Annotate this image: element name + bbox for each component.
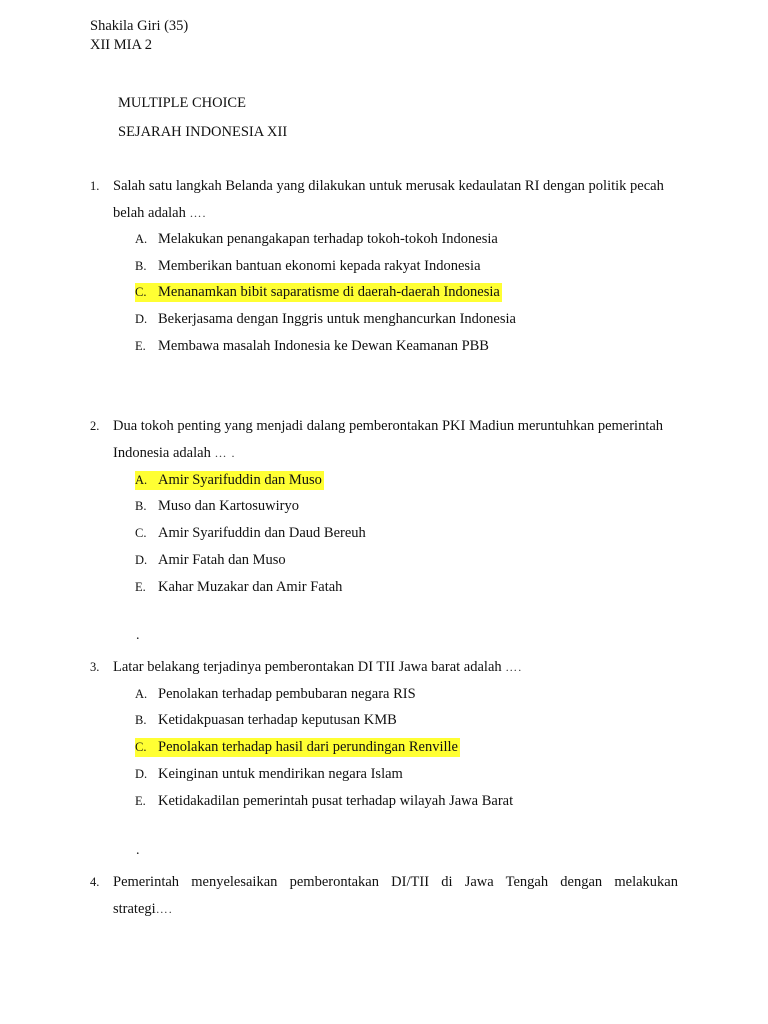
option-letter: D. bbox=[135, 767, 148, 781]
option-text: Memberikan bantuan ekonomi kepada rakyat Indonesia bbox=[158, 258, 481, 274]
answer-blank: …. bbox=[189, 205, 207, 220]
option-letter: E. bbox=[135, 794, 146, 808]
question-text bbox=[113, 413, 678, 466]
option-e bbox=[135, 337, 489, 356]
question-number: 2. bbox=[90, 419, 100, 433]
option-text: Penolakan terhadap pembubaran negara RIS bbox=[158, 686, 416, 702]
option-text: Ketidakpuasan terhadap keputusan KMB bbox=[158, 712, 397, 728]
option-text: Membawa masalah Indonesia ke Dewan Keamanan PBB bbox=[158, 338, 489, 354]
option-letter: D. bbox=[135, 312, 148, 326]
option-letter: D. bbox=[135, 553, 148, 567]
question-text bbox=[113, 173, 678, 226]
option-e bbox=[135, 578, 342, 597]
option-text: Amir Syarifuddin dan Muso bbox=[158, 472, 322, 488]
stray-mark: . bbox=[136, 628, 140, 643]
option-letter: A. bbox=[135, 232, 148, 246]
student-name: Shakila Giri (35) bbox=[90, 18, 189, 34]
question-text-line: Dua tokoh penting yang menjadi dalang pemberontakan PKI Madiun meruntuhkan pemerintah bbox=[113, 418, 664, 434]
answer-blank: …. bbox=[505, 660, 523, 674]
question-text-line: Indonesia adalah bbox=[113, 444, 211, 461]
option-letter: B. bbox=[135, 499, 147, 513]
student-class: XII MIA 2 bbox=[90, 37, 153, 53]
option-letter: E. bbox=[135, 339, 146, 353]
option-letter: A. bbox=[135, 473, 148, 487]
question-number: 1. bbox=[90, 179, 100, 193]
question-text-line: Salah satu langkah Belanda yang dilakukan untuk merusak kedaulatan RI dengan politik pecah bbox=[113, 178, 664, 194]
option-b bbox=[135, 497, 299, 516]
option-c-highlighted bbox=[135, 738, 460, 757]
option-text: Keinginan untuk mendirikan negara Islam bbox=[158, 766, 403, 782]
option-text: Amir Fatah dan Muso bbox=[158, 552, 286, 568]
stray-mark: . bbox=[136, 843, 140, 858]
question-text-line: Pemerintah menyelesaikan pemberontakan DI/TII di Jawa Tengah dengan melakukan bbox=[113, 874, 678, 890]
option-a bbox=[135, 685, 416, 704]
option-letter: B. bbox=[135, 713, 147, 727]
option-d bbox=[135, 765, 403, 784]
option-text: Amir Syarifuddin dan Daud Bereuh bbox=[158, 525, 366, 541]
option-text: Muso dan Kartosuwiryo bbox=[158, 498, 299, 514]
answer-blank: … . bbox=[214, 445, 236, 460]
option-d bbox=[135, 551, 286, 570]
option-text: Ketidakadilan pemerintah pusat terhadap wilayah Jawa Barat bbox=[158, 793, 514, 809]
option-letter: C. bbox=[135, 526, 147, 540]
option-letter: E. bbox=[135, 580, 146, 594]
option-text: Melakukan penangakapan terhadap tokoh-tokoh Indonesia bbox=[158, 231, 498, 247]
question-text-line: Latar belakang terjadinya pemberontakan DI TII Jawa barat adalah bbox=[113, 659, 502, 675]
option-text: Menanamkan bibit saparatisme di daerah-daerah Indonesia bbox=[158, 284, 500, 300]
question-text-line: belah adalah bbox=[113, 204, 186, 221]
option-a bbox=[135, 230, 498, 249]
option-d bbox=[135, 310, 516, 329]
option-text: Kahar Muzakar dan Amir Fatah bbox=[158, 579, 343, 595]
option-e bbox=[135, 792, 513, 811]
option-c-highlighted bbox=[135, 283, 502, 302]
option-b bbox=[135, 257, 481, 276]
subject-title: SEJARAH INDONESIA XII bbox=[118, 124, 288, 140]
question-text bbox=[113, 869, 678, 922]
option-c bbox=[135, 524, 366, 543]
section-title: MULTIPLE CHOICE bbox=[118, 95, 246, 111]
answer-blank: …. bbox=[155, 901, 173, 916]
option-letter: A. bbox=[135, 687, 148, 701]
option-text: Penolakan terhadap hasil dari perundingan Renville bbox=[158, 739, 458, 755]
question-text bbox=[113, 654, 678, 681]
option-letter: B. bbox=[135, 259, 147, 273]
question-text-line: strategi bbox=[113, 900, 156, 917]
option-letter: C. bbox=[135, 740, 147, 754]
option-letter: C. bbox=[135, 285, 147, 299]
option-b bbox=[135, 711, 397, 730]
question-number: 3. bbox=[90, 660, 100, 674]
option-a-highlighted bbox=[135, 471, 324, 490]
option-text: Bekerjasama dengan Inggris untuk menghancurkan Indonesia bbox=[158, 311, 516, 327]
question-number: 4. bbox=[90, 875, 100, 889]
